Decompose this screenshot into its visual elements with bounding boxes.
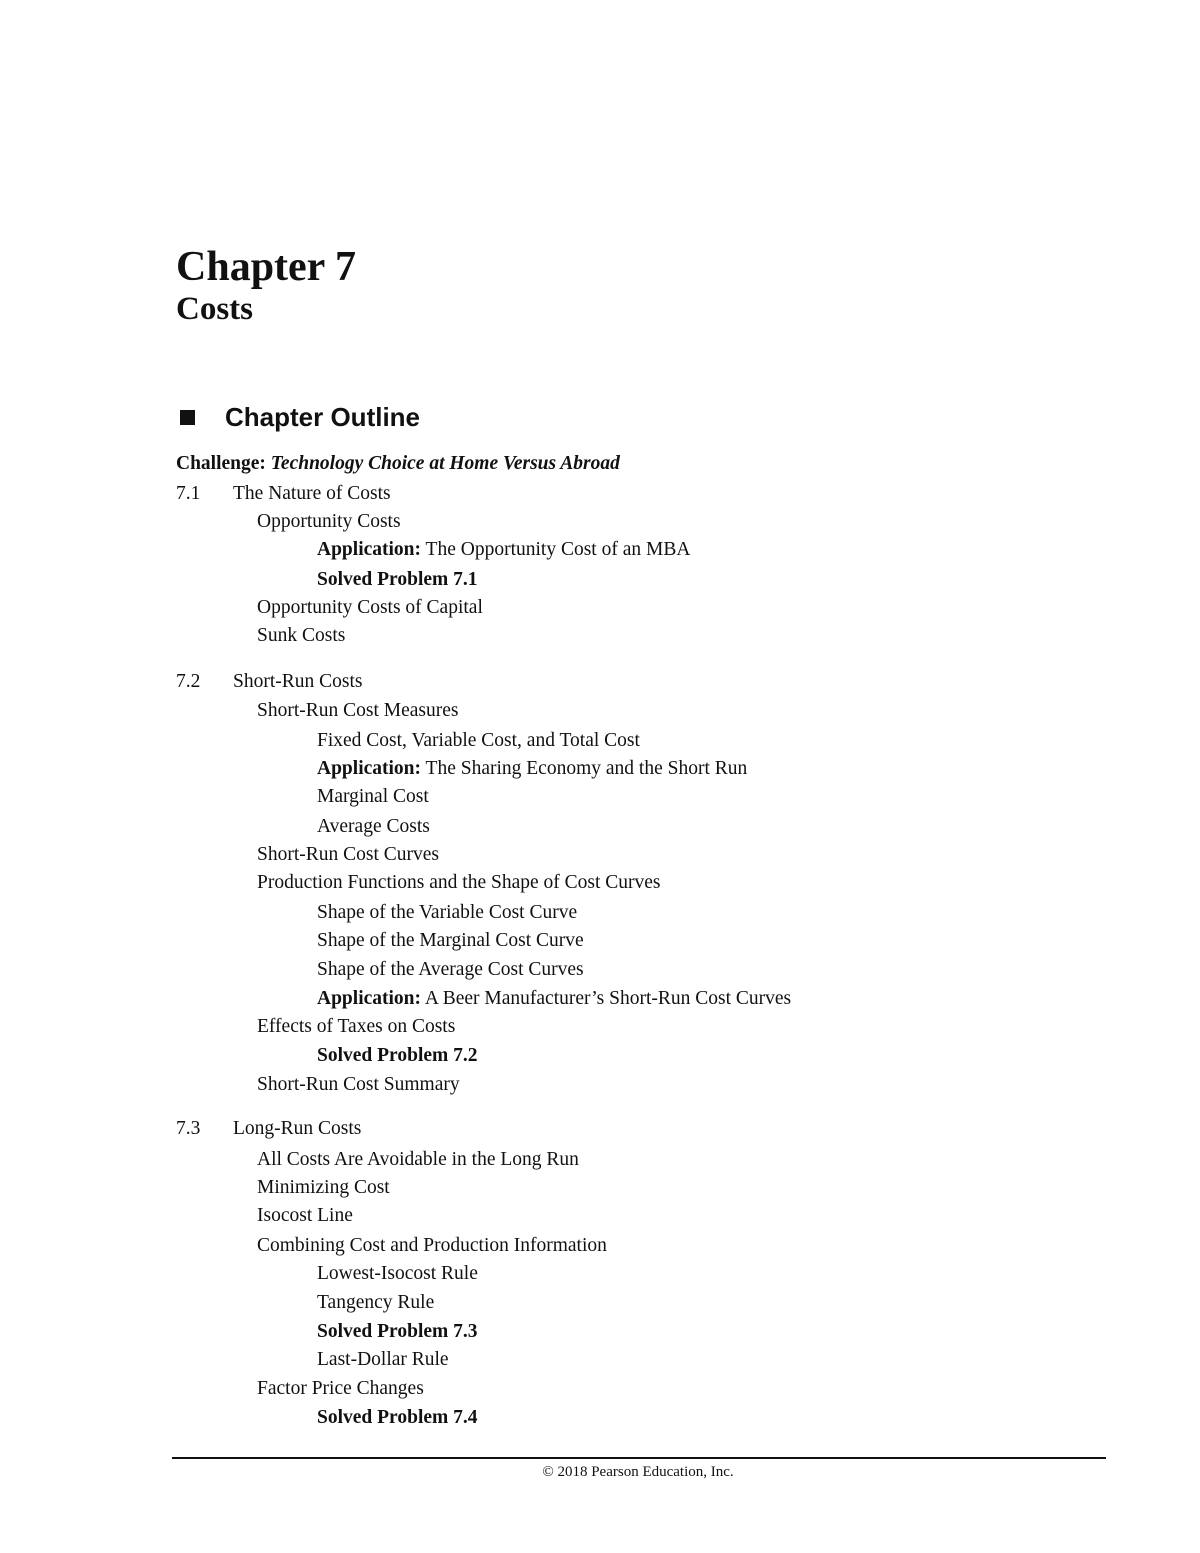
outline-item: All Costs Are Avoidable in the Long Run xyxy=(257,1149,579,1170)
section-title: Short-Run Costs xyxy=(233,671,363,692)
footer-divider xyxy=(172,1457,1106,1459)
section-number: 7.3 xyxy=(176,1118,201,1139)
outline-item: Sunk Costs xyxy=(257,625,346,646)
application-item xyxy=(317,757,747,781)
section-number: 7.1 xyxy=(176,483,201,504)
application-text: A Beer Manufacturer’s Short-Run Cost Curves xyxy=(424,988,792,1009)
section-title: The Nature of Costs xyxy=(233,483,391,504)
outline-item: Combining Cost and Production Information xyxy=(257,1235,607,1256)
outline-item: Isocost Line xyxy=(257,1205,353,1226)
outline-item: Production Functions and the Shape of Cost Curves xyxy=(257,872,661,893)
outline-item: Short-Run Cost Summary xyxy=(257,1074,460,1095)
outline-item: Shape of the Average Cost Curves xyxy=(317,959,584,980)
application-item xyxy=(317,538,690,562)
solved-problem-item: Solved Problem 7.1 xyxy=(317,569,478,590)
challenge-line xyxy=(176,452,620,476)
application-label: Application: xyxy=(317,758,422,779)
outline-item: Shape of the Variable Cost Curve xyxy=(317,902,578,923)
outline-item: Short-Run Cost Curves xyxy=(257,844,440,865)
outline-item: Opportunity Costs of Capital xyxy=(257,597,483,618)
challenge-title: Technology Choice at Home Versus Abroad xyxy=(270,453,620,474)
application-label: Application: xyxy=(317,539,422,560)
section-number: 7.2 xyxy=(176,671,201,692)
outline-item: Minimizing Cost xyxy=(257,1177,390,1198)
section-title: Long-Run Costs xyxy=(233,1118,362,1139)
application-label: Application: xyxy=(317,988,422,1009)
outline-item: Shape of the Marginal Cost Curve xyxy=(317,930,584,951)
outline-item: Effects of Taxes on Costs xyxy=(257,1016,456,1037)
outline-item: Opportunity Costs xyxy=(257,511,401,532)
chapter-outline-heading-text: Chapter Outline xyxy=(225,401,421,432)
outline-item: Factor Price Changes xyxy=(257,1378,424,1399)
solved-problem-item: Solved Problem 7.4 xyxy=(317,1407,478,1428)
outline-item: Short-Run Cost Measures xyxy=(257,700,459,721)
outline-item: Tangency Rule xyxy=(317,1292,435,1313)
application-item xyxy=(317,987,791,1011)
outline-item: Average Costs xyxy=(317,816,430,837)
solved-problem-item: Solved Problem 7.2 xyxy=(317,1045,478,1066)
outline-item: Last-Dollar Rule xyxy=(317,1349,449,1370)
challenge-label: Challenge: xyxy=(176,453,266,474)
solved-problem-item: Solved Problem 7.3 xyxy=(317,1321,478,1342)
application-text: The Opportunity Cost of an MBA xyxy=(425,539,691,560)
copyright-footer: © 2018 Pearson Education, Inc. xyxy=(542,1464,734,1480)
application-text: The Sharing Economy and the Short Run xyxy=(425,758,748,779)
outline-item: Marginal Cost xyxy=(317,786,429,807)
outline-item: Lowest-Isocost Rule xyxy=(317,1263,478,1284)
outline-item: Fixed Cost, Variable Cost, and Total Cost xyxy=(317,730,640,751)
chapter-subtitle: Costs xyxy=(176,291,254,327)
chapter-title: Chapter 7 xyxy=(176,244,357,290)
